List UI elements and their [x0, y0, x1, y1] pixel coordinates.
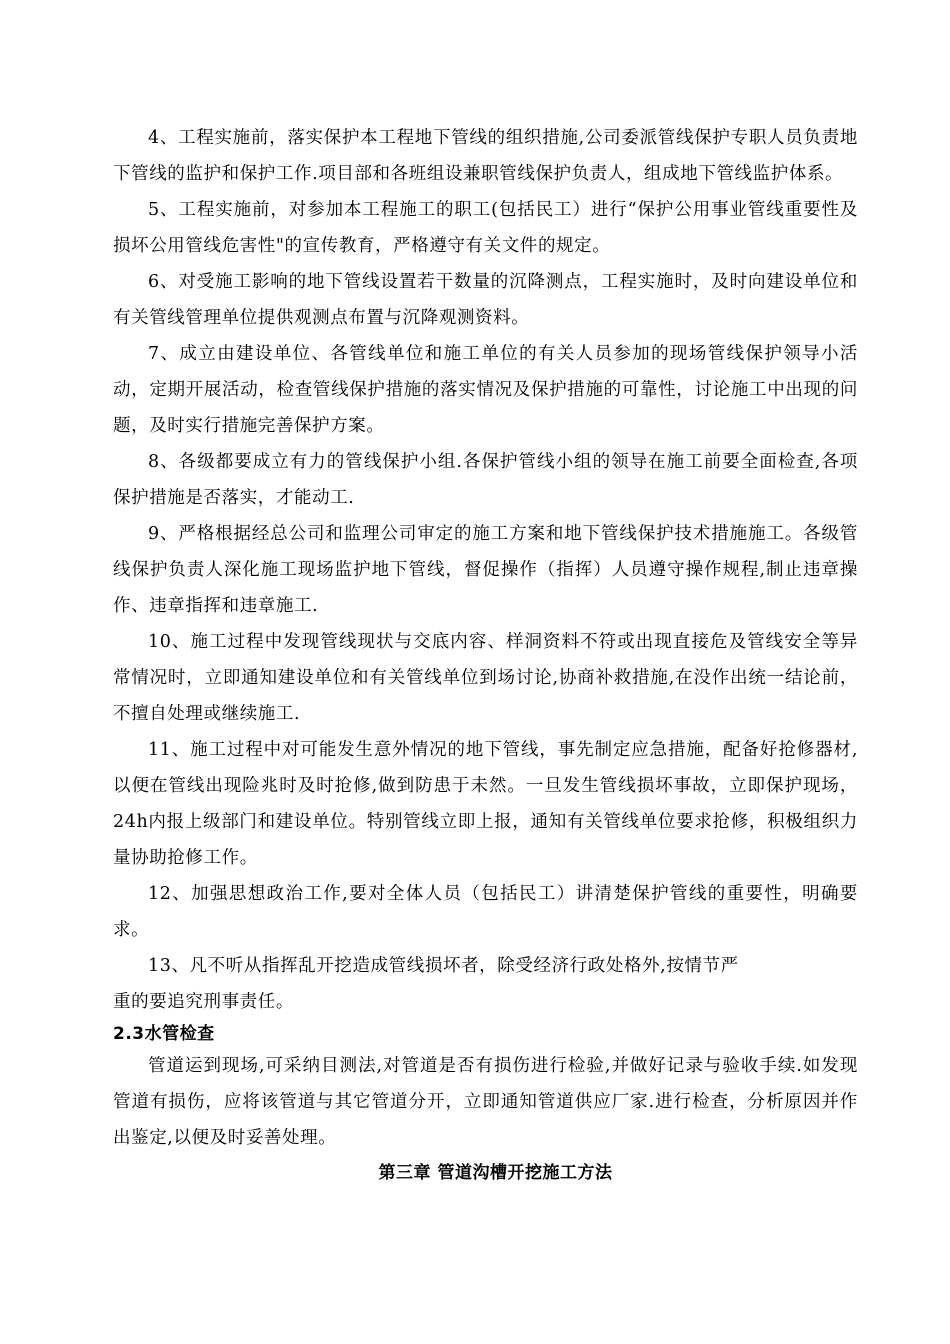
paragraph-4: 4、工程实施前，落实保护本工程地下管线的组织措施,公司委派管线保护专职人员负责地下管线的监护和保护工作.项目部和各班组设兼职管线保护负责人，组成地下管线监护体系。: [113, 128, 858, 184]
section-heading: 2.3水管检查: [113, 1024, 215, 1044]
paragraph-8: 8、各级都要成立有力的管线保护小组.各保护管线小组的领导在施工前要全面检查,各项保护措施是否落实，才能动工.: [113, 452, 858, 508]
paragraph-11: 11、施工过程中对可能发生意外情况的地下管线，事先制定应急措施，配备好抢修器材,以便在管线出现险兆时及时抢修,做到防患于未然。一旦发生管线损坏事故，立即保护现场，24h内报上级部门和建设单位。特别管线立即上报，通知有关管线单位要求抢修，积极组织力量协助抢修工作。: [113, 740, 858, 868]
paragraph-7: 7、成立由建设单位、各管线单位和施工单位的有关人员参加的现场管线保护领导小活动，定期开展活动，检查管线保护措施的落实情况及保护措施的可靠性，讨论施工中出现的问题，及时实行措施完善保护方案。: [113, 344, 858, 436]
paragraph-10: 10、施工过程中发现管线现状与交底内容、样洞资料不符或出现直接危及管线安全等异常情况时，立即通知建设单位和有关管线单位到场讨论,协商补救措施,在没作出统一结论前，不擅自处理或继续施工.: [113, 632, 858, 724]
paragraph-6: 6、对受施工影响的地下管线设置若干数量的沉降测点，工程实施时，及时向建设单位和有关管线管理单位提供观测点布置与沉降观测资料。: [113, 272, 858, 328]
paragraph-5: 5、工程实施前，对参加本工程施工的职工(包括民工）进行“保护公用事业管线重要性及损坏公用管线危害性"的宣传教育，严格遵守有关文件的规定。: [113, 200, 858, 256]
paragraph-13: [113, 948, 858, 1020]
paragraph-13-line-1: 13、凡不听从指挥乱开挖造成管线损坏者，除受经济行政处格外,按情节严: [148, 956, 739, 976]
paragraph-12: 12、加强思想政治工作,要对全体人员（包括民工）讲清楚保护管线的重要性，明确要求。: [113, 884, 858, 940]
page-content: [113, 120, 858, 1190]
chapter-title: 第三章 管道沟槽开挖施工方法: [378, 1163, 613, 1183]
paragraph-9: 9、严格根据经总公司和监理公司审定的施工方案和地下管线保护技术措施施工。各级管线保护负责人深化施工现场监护地下管线，督促操作（指挥）人员遵守操作规程,制止违章操作、违章指挥和违章施工.: [113, 524, 858, 616]
paragraph-13-line-2: 重的要追究刑事责任。: [113, 992, 294, 1012]
section-paragraph: 管道运到现场,可采纳目测法,对管道是否有损伤进行检验,并做好记录与验收手续.如发现管道有损伤，应将该管道与其它管道分开，立即通知管道供应厂家.进行检查，分析原因并作出鉴定,以便及时妥善处理。: [113, 1056, 858, 1148]
